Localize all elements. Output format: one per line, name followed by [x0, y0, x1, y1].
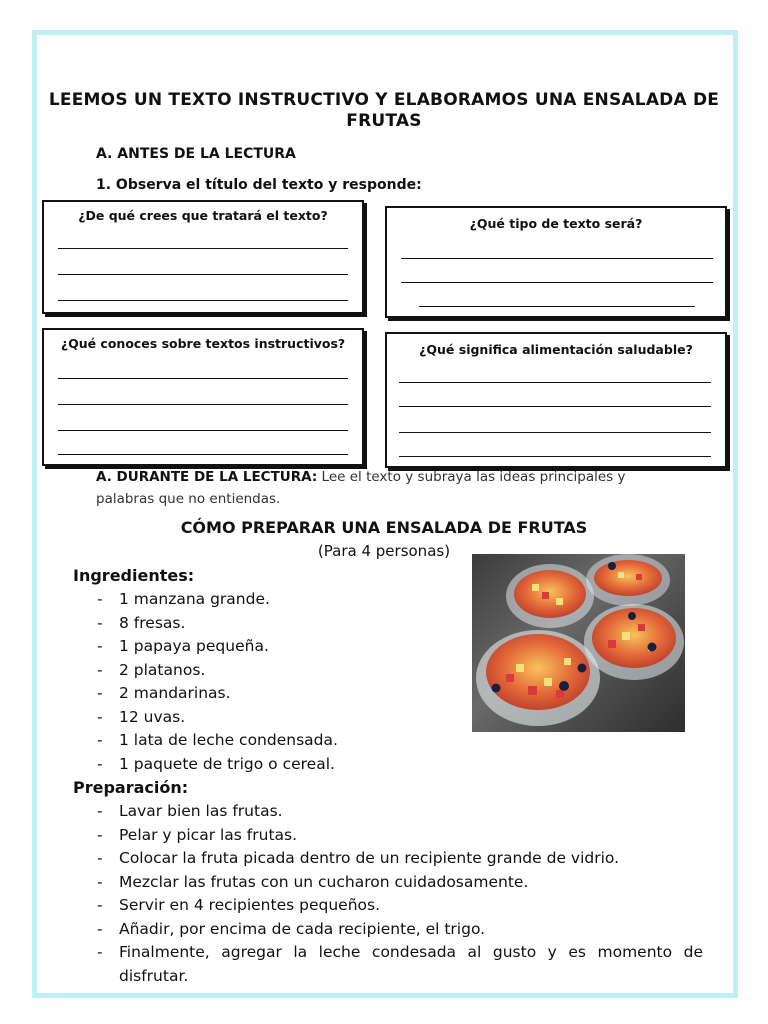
answer-line[interactable]	[399, 382, 711, 383]
cup-front-left	[476, 630, 600, 726]
page-title: LEEMOS UN TEXTO INSTRUCTIVO Y ELABORAMOS UNA ENSALADA DE FRUTAS	[48, 90, 720, 131]
answer-box-1[interactable]	[42, 200, 364, 314]
answer-line[interactable]	[58, 274, 348, 275]
answer-line[interactable]	[58, 404, 348, 405]
ingredient-item: - 2 mandarinas.	[73, 682, 473, 706]
answer-line[interactable]	[58, 378, 348, 379]
preparation-steps	[73, 800, 703, 988]
cup-back-left	[506, 564, 594, 628]
during-label: A. DURANTE DE LA LECTURA:	[96, 469, 318, 485]
preparation-step: - Añadir, por encima de cada recipiente, el trigo.	[73, 918, 703, 942]
during-reading-instruction	[96, 466, 686, 510]
ingredient-item: - 2 platanos.	[73, 659, 473, 683]
question-1: 1. Observa el título del texto y responde:	[96, 177, 422, 193]
during-text: Lee el texto y subraya las ideas principales y palabras que no entiendas.	[96, 469, 626, 507]
answer-line[interactable]	[419, 306, 695, 307]
answer-line[interactable]	[401, 258, 713, 259]
ingredient-item: - 1 lata de leche condensada.	[73, 729, 473, 753]
ingredient-item: - 1 paquete de trigo o cereal.	[73, 753, 473, 777]
ingredient-item: - 12 uvas.	[73, 706, 473, 730]
answer-line[interactable]	[58, 430, 348, 431]
answer-line[interactable]	[58, 300, 348, 301]
answer-line[interactable]	[399, 432, 711, 433]
answer-line[interactable]	[399, 456, 711, 457]
preparation-step: - Colocar la fruta picada dentro de un recipiente grande de vidrio.	[73, 847, 703, 871]
section-a-heading: A. ANTES DE LA LECTURA	[96, 146, 296, 162]
fruit-salad-illustration	[472, 554, 685, 732]
answer-line[interactable]	[58, 454, 348, 455]
preparation-step: - Mezclar las frutas con un cucharon cuidadosamente.	[73, 871, 703, 895]
ingredients-heading: Ingredientes:	[73, 566, 195, 585]
preparation-step: - Pelar y picar las frutas.	[73, 824, 703, 848]
box-question: ¿De qué crees que tratará el texto?	[78, 208, 328, 223]
preparation-heading: Preparación:	[73, 778, 189, 797]
answer-line[interactable]	[58, 248, 348, 249]
box-question: ¿Qué tipo de texto será?	[469, 216, 643, 231]
ingredient-item: - 1 papaya pequeña.	[73, 635, 473, 659]
answer-line[interactable]	[399, 406, 711, 407]
box-question: ¿Qué conoces sobre textos instructivos?	[60, 336, 346, 351]
cup-back-right	[586, 554, 670, 606]
preparation-step: - Servir en 4 recipientes pequeños.	[73, 894, 703, 918]
ingredient-item: - 1 manzana grande.	[73, 588, 473, 612]
answer-box-3[interactable]	[42, 328, 364, 466]
ingredient-item: - 8 fresas.	[73, 612, 473, 636]
answer-box-2[interactable]	[385, 206, 727, 318]
ingredients-list	[73, 588, 473, 776]
preparation-step: - Finalmente, agregar la leche condesada al gusto y es momento de disfrutar.	[73, 941, 703, 988]
preparation-step: - Lavar bien las frutas.	[73, 800, 703, 824]
recipe-servings: (Para 4 personas)	[317, 542, 451, 560]
answer-line[interactable]	[401, 282, 713, 283]
answer-box-4[interactable]	[385, 332, 727, 468]
box-question: ¿Qué significa alimentación saludable?	[419, 342, 693, 357]
recipe-title: CÓMO PREPARAR UNA ENSALADA DE FRUTAS	[180, 518, 588, 537]
fruit-salad-photo	[472, 554, 685, 732]
